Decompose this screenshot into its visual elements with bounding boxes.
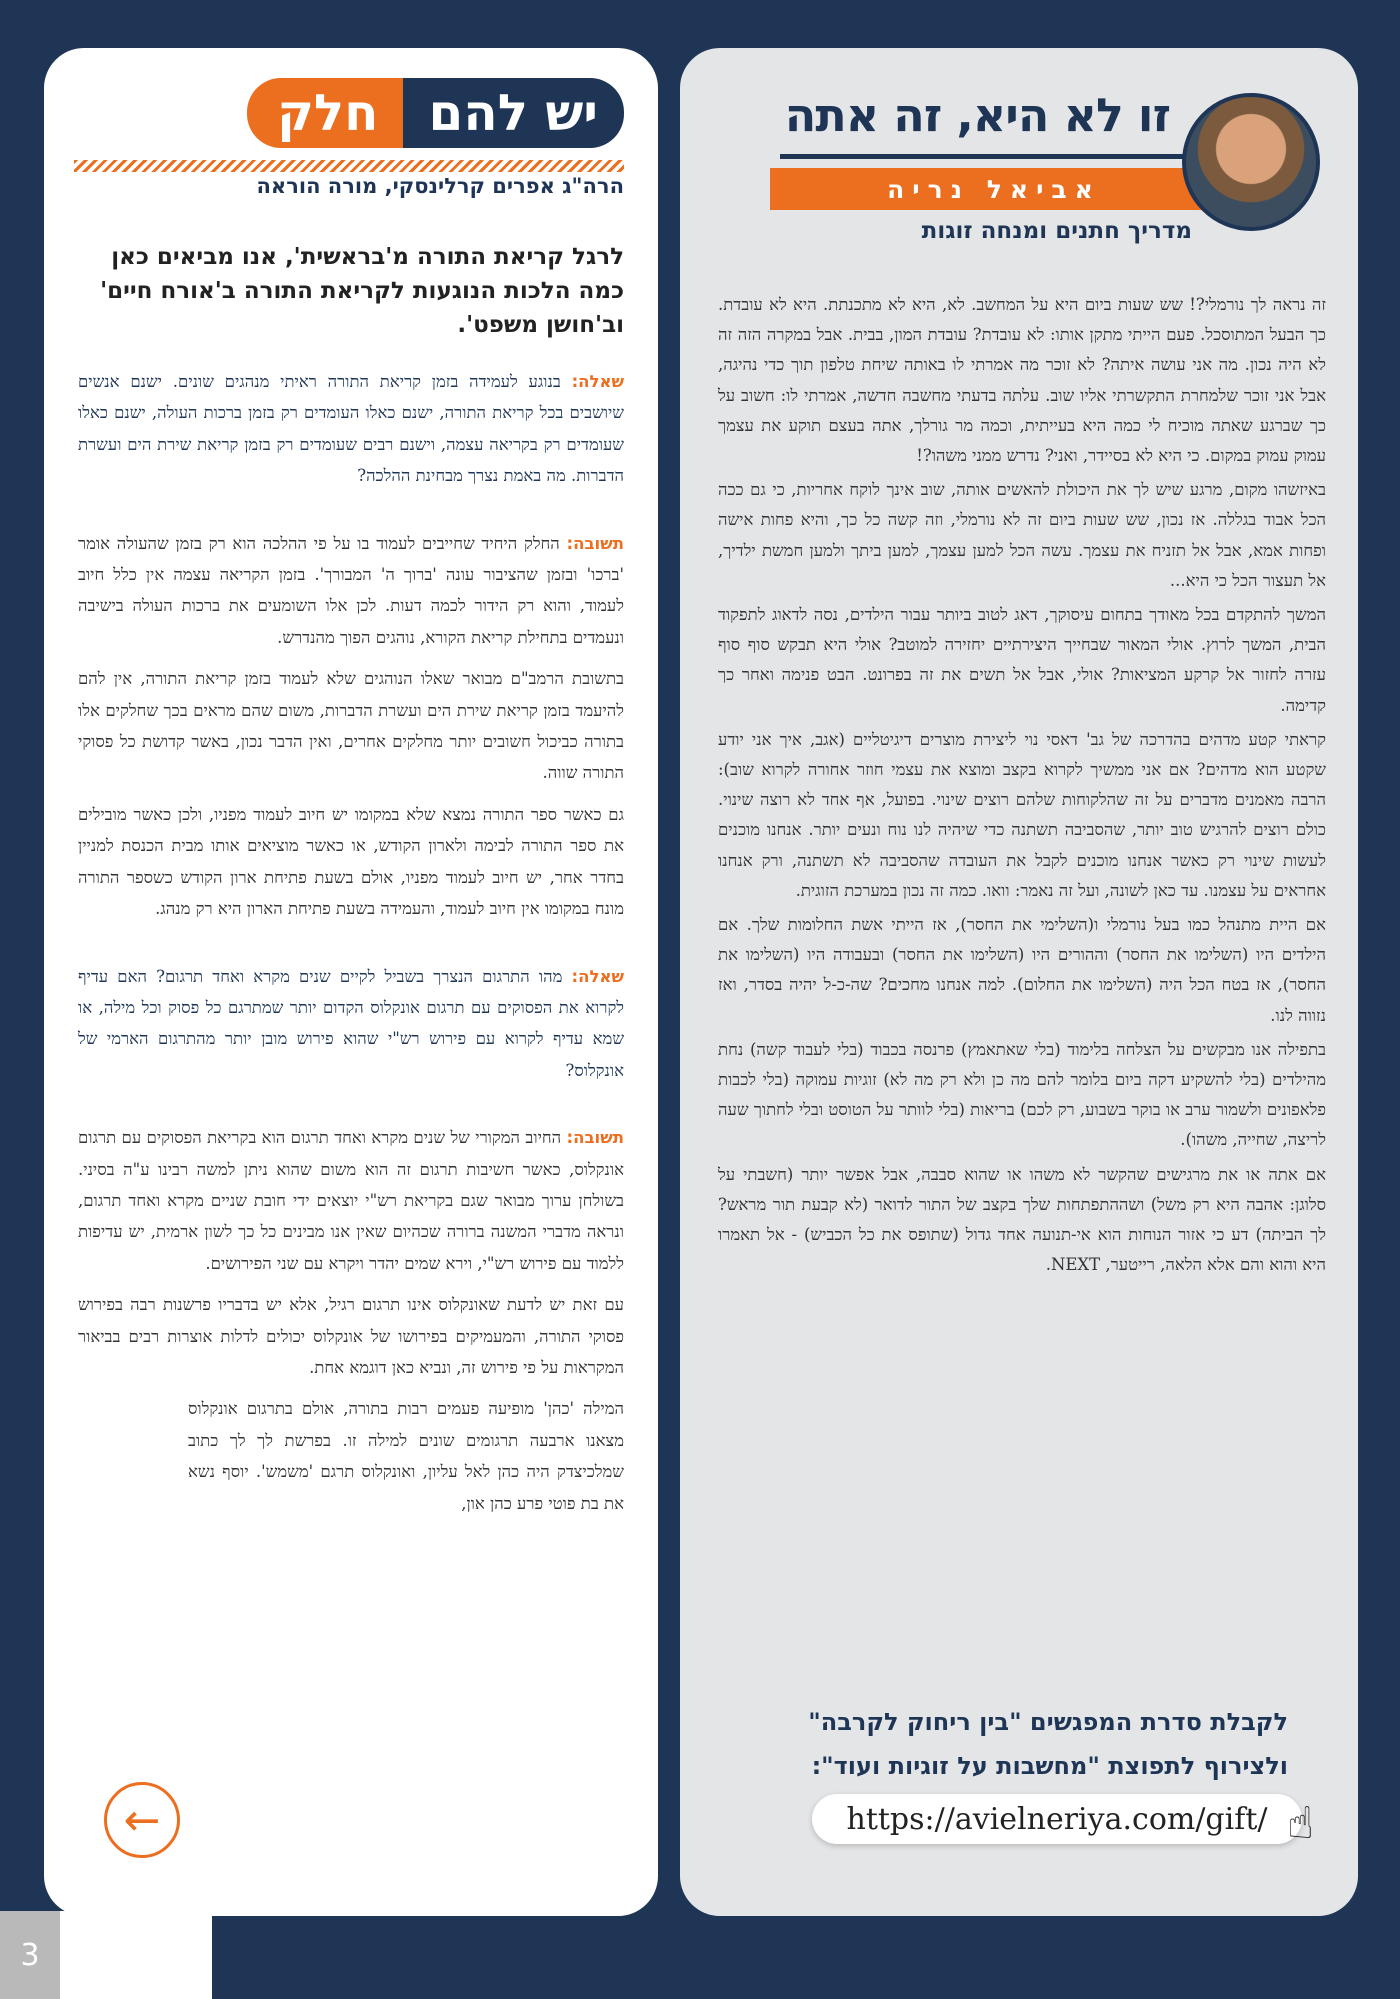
answer-label: תשובה: [566,1128,624,1148]
halacha-column [44,48,658,1916]
answer-2-paragraph-3: המילה 'כהן' מופיעה פעמים רבות בתורה, אולם בתרגום אונקלוס מצאנו ארבעה תרגומים שונים למילה זו. בפרשת לך לך כתוב שמלכיצדק היה כהן לאל עליון, ואונקלוס תרגם 'משמש'. יוסף נשא את בת פוטי פרע כהן און, [188,1399,624,1513]
article-paragraph-2: באיזשהו מקום, מרגע שיש לך את היכולת להאשים אותה, שוב אינך לוקח אחריות, כי גם ככה הכל אבוד בגללה. אז נכון, שש שעות ביום זה לא נורמלי, וזה קשה כל כך, והיא פחות אישה ופחות אמא, אבל אל תזניח את עצמך. עשה הכל למען עצמך, למען ביתך ולמען חמשת ילדיך, אל תעצור הכל כי היא... [718,480,1326,590]
author-subtitle: מדריך חתנים ומנחה זוגות [921,218,1192,244]
question-2-text: מהו התרגום הנצרך בשביל לקיים שנים מקרא ואחד תרגום? האם עדיף לקרוא את הפסוקים עם תרגום אונקלוס הקדום יותר שמתרגם כל פסוק וכל מילה, או שמא עדיף לקרוא עם פירוש רש"י שהוא פירוש מובן יותר מהתרגום הארמי של אונקלוס? [78,966,624,1080]
article-body [718,290,1326,1285]
article-title: זו לא היא, זה אתה [784,88,1170,142]
article-paragraph-7: אם אתה או את מרגישים שהקשר לא משהו או שהוא סבבה, אבל אפשר יותר (חשבתי על סלוגן: אהבה היא רק משל) ושההתפתחות שלך בקצב של התור לדואר (לא קבעת תור מראש? לך הביתה) דע כי אזור הנוחות הוא אי-תנועה אחד גדול (שתופס את כל הכביש) - אל תאמרו היא והוא והם אלא הלאה, רייטער, NEXT. [718,1164,1326,1275]
answer-1 [78,528,624,654]
gift-link[interactable]: https://avielneriya.com/gift/ [812,1794,1302,1844]
column-title-badge [247,78,624,148]
author-name-bar: אביאל נריה [770,168,1218,210]
answer-1-paragraph-2: בתשובת הרמב"ם מבואר שאלו הנוהגים שלא לעמוד בזמן קריאת התורה, אין להם להיעמד בזמן קריאת שירת הים ועשרת הדברות, משום שהם מראים בכך שחלקים אלו בתורה כביכול חשובים יותר מחלקים אחרים, ואין הדבר נכון, באשר קדושת כל פסוקי התורה שווה. [78,669,624,783]
column-title-part2: חלק [247,78,402,148]
question-label: שאלה: [571,966,624,986]
column-body [78,366,624,1529]
cta-line-1: לקבלת סדרת המפגשים "בין ריחוק לקרבה" [808,1708,1288,1736]
cta-line-2: ולצירוף לתפוצת "מחשבות על זוגיות ועוד": [811,1752,1288,1780]
article-paragraph-4: קראתי קטע מדהים בהדרכה של גב' דאסי נוי ליצירת מוצרים דיגיטליים (אגב, איך אני יודע שקטע הוא מדהים? אם אני ממשיך לקרוא בקצב ומוצא את עצמי חוזר אחורה לקרוא שוב): הרבה מאמנים מדברים על זה שהלקוחות שלהם רוצים שינוי. בפועל, אף אחד לא רוצה שינוי. כולם רוצים להרגיש טוב יותר, שהסביבה תשתנה כדי שיהיה לנו נוח ונעים יותר. אנחנו מוכנים לעשות שינוי רק כאשר אנחנו מוכנים לקבל את העובדה שהסביבה לא תשתנה, ורק אנחנו אחראים על עצמנו. עד כאן לשונה, ועל זה נאמר: וואו. כמה זה נכון במערכת הזוגית. [718,729,1326,900]
author-avatar [1182,93,1320,231]
article-paragraph-6: בתפילה אנו מבקשים על הצלחה בלימוד (בלי שאתאמץ) פרנסה בכבוד (בלי לעבוד קשה) נחת מהילדים (בלי להשקיע דקה ביום בלומר להם מה כן ולא רק מה לא) זוגיות עמוקה (בלי לכבות פלאפונים ולשמור ערב או בוקר בשבוע, רק לכם) בריאות (בלי לוותר על הטוסט ובלי לחתוך שעה לריצה, שחייה, משהו). [717,1039,1326,1150]
question-2 [78,961,624,1087]
article-paragraph-5: אם היית מתנהל כמו בעל נורמלי ו(השלימי את החסר), אז הייתי אשת החלומות שלך. אם הילדים היו (השלימו את החסר) וההורים היו (השלימו את החסר) ובעבודה היו (השלימו את החסר), אז בטח הכל היה (השלימו את החלום). למה אנחנו מחכים? שה-כ-ל יהיה בסדר, ואז נזווה לנו. [718,915,1326,1025]
question-label: שאלה: [571,372,625,391]
question-1 [78,366,624,492]
article-paragraph-3: המשך להתקדם בכל מאודך בתחום עיסוקך, דאג לטוב ביותר עבור הילדים, נסה לדאוג לתפקוד הבית, המשך לרוץ. אולי המאור שבחייך היצירתיים יחזירה למוטב? אולי היא תבקש סוף סוף עזרה לחזור אל קרקע המציאות? אולי, אבל אל תשים את זה בפרונט. הבט פנימה ואחר כך קדימה. [718,605,1326,715]
answer-2 [78,1122,624,1279]
answer-2-paragraph-2: עם זאת יש לדעת שאונקלוס אינו תרגום רגיל, אלא יש בדבריו פרשנות רבה בפירוש פסוקי התורה, והמעמיקים בפירושו של אונקלוס יכולים לדלות אוצרות רבים בביאור המקראות על פי פירוש זה, ונביא כאן דוגמא אחת. [78,1295,624,1377]
pointing-hand-icon: ☝ [1287,1798,1314,1849]
column-author: הרה"ג אפרים קרלינסקי, מורה הוראה [256,174,624,198]
question-1-text: בנוגע לעמידה בזמן קריאת התורה ראיתי מנהגים שונים. ישנם אנשים שיושבים בכל קריאת התורה, ישנם כאלו העומדים רק בזמן ברכות העולה, ישנם כאלו שעומדים רק בקריאה עצמה, וישנם רבים שעומדים רק בזמן קריאת שירת הים ועשרת הדברות. מה באמת נצרך מבחינת ההלכה? [78,372,624,486]
column-intro: לרגל קריאת התורה מ'בראשית', אנו מביאים כאן כמה הלכות הנוגעות לקריאת התורה ב'אורח חיים' וב'חושן משפט'. [100,244,624,338]
answer-1-paragraph-3: גם כאשר ספר התורה נמצא שלא במקומו יש חיוב לעמוד מפניו, ולכן כאשר מובילים את ספר התורה לבימה ולארון הקודש, או כאשר מוציאים אותו מבית הכנסת למניין בחדר אחר, יש חיוב לעמוד מפניו, אולם בשעת פתיחת ארון הקודש כשספר התורה מונח במקומו אין חיוב לעמוד, והעמידה בשעת פתיחת הארון היא רק מנהג. [78,804,624,919]
answer-2-text: החיוב המקורי של שנים מקרא ואחד תרגום הוא בקריאת הפסוקים עם תרגום אונקלוס, כאשר חשיבות תרגום זה הוא משום שהוא ניתן למשה רבינו ע"ה בסיני. בשולחן ערוך מבואר שגם בקריאת רש"י יוצאים ידי חובת שניים מקרא ואחד תרגום, ונראה מדברי המשנה ברורה שכהיום שאין אנו מבינים כל כך לשון ארמית, יש עדיפות ללמוד עם פירוש רש"י, וירא שמים יהדר ויקרא עם שני הפירושים. [78,1128,624,1273]
column-title-part1: יש להם [403,78,624,148]
arrow-left-icon: ← [123,1794,161,1846]
decorative-zigzag-divider [74,160,624,172]
answer-label: תשובה: [566,533,624,553]
cta-text [748,1700,1288,1788]
page-number: 3 [0,1911,60,1999]
article-paragraph-1: זה נראה לך נורמלי?! שש שעות ביום היא על המחשב. לא, היא לא מתכנתת. היא לא עובדת. כך הבעל המתוסכל. פעם הייתי מתקן אותו: לא עובדת? עובדת המון, בבית. אבל במקרה הזה זה לא היה נכון. מה אני עושה איתה? לא זוכר מה אמרתי לו באותה שיחת טלפון תוך כדי נהיגה, אבל אני זוכר שלמחרת התקשרתי אליו שוב. עלתה בדעתי מחשבה חדשה, אמרתי לו: חשוב על כך שברגע שאתה מוכיח לי כמה היא בעייתית, וכמה מר גורלך, אתה בעצם תוקע את עצמך עמוק עמוק במקום. כי היא לא בסיידר, ואני? נדרש ממני משהו?! [718,295,1326,466]
answer-1-text: החלק היחיד שחייבים לעמוד בו על פי ההלכה הוא רק בזמן שהעולה אומר 'ברכו' ובזמן שהציבור עונה 'ברוך ה' המבורך'. בזמן הקריאה עצמה אין כלל חיוב לעמוד, והוא רק הידור לכמה דעות. לכן אלו השומעים את ברכות העולה בישיבה ונעמדים בתחילת קריאת הקורא, נוהגים הפוך מהנדרש. [78,533,624,647]
next-page-button[interactable] [104,1782,180,1858]
relationship-column [680,48,1358,1916]
